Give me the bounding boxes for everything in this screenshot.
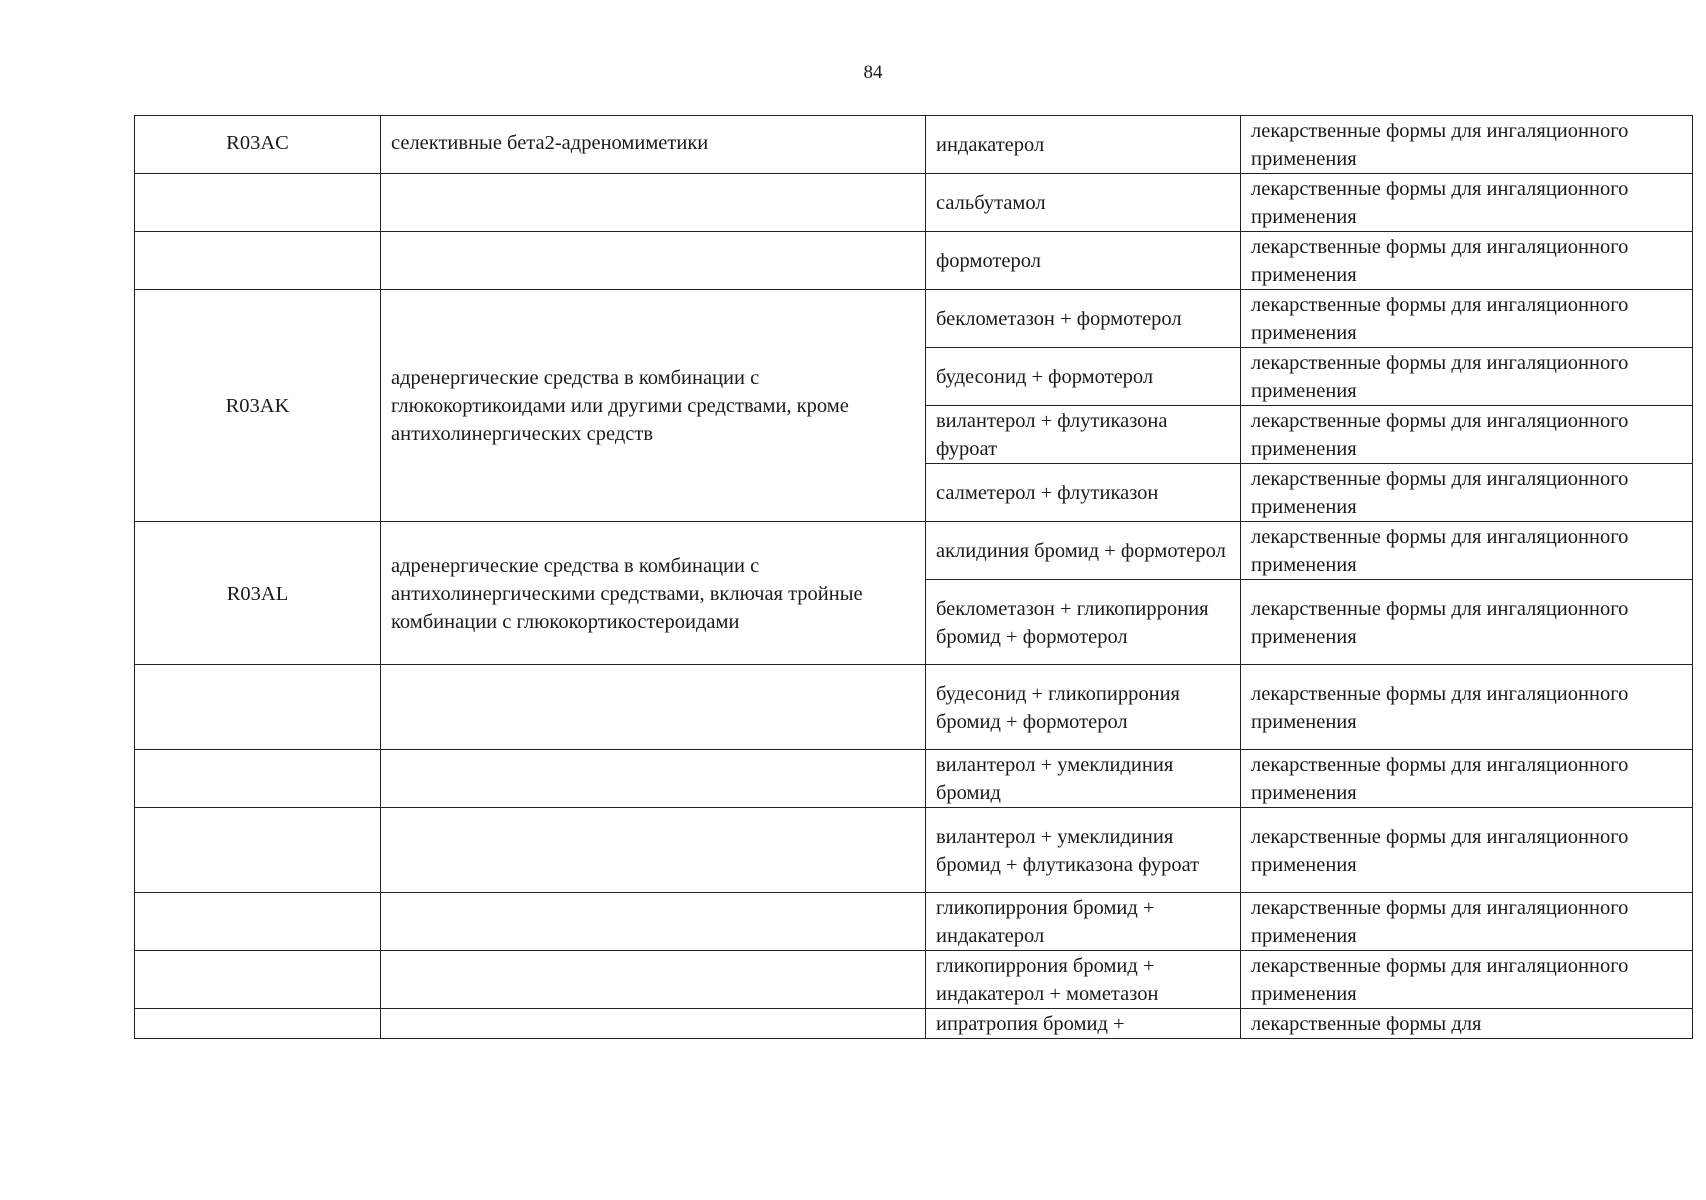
dosage-form: лекарственные формы для ингаляционного применения <box>1241 750 1693 808</box>
table-row <box>135 750 1693 808</box>
drug-name: будесонид + формотерол <box>926 348 1241 406</box>
table-row <box>135 893 1693 951</box>
atc-code <box>135 808 381 893</box>
group-name <box>381 951 926 1009</box>
drug-name: формотерол <box>926 232 1241 290</box>
dosage-form: лекарственные формы для ингаляционного применения <box>1241 522 1693 580</box>
drug-name: гликопиррония бромид + индакатерол <box>926 893 1241 951</box>
dosage-form: лекарственные формы для ингаляционного применения <box>1241 808 1693 893</box>
table-row <box>135 665 1693 750</box>
dosage-form: лекарственные формы для ингаляционного применения <box>1241 232 1693 290</box>
group-name: адренергические средства в комбинации с антихолинергическими средствами, включая тройные комбинации с глюкокортикостероидами <box>381 522 926 665</box>
group-name <box>381 1009 926 1039</box>
group-name <box>381 232 926 290</box>
group-name <box>381 808 926 893</box>
atc-code <box>135 232 381 290</box>
atc-code <box>135 174 381 232</box>
table-row <box>135 808 1693 893</box>
drug-name: аклидиния бромид + формотерол <box>926 522 1241 580</box>
group-name <box>381 665 926 750</box>
drug-name: салметерол + флутиказон <box>926 464 1241 522</box>
table-row <box>135 116 1693 174</box>
table-row <box>135 951 1693 1009</box>
table-row <box>135 174 1693 232</box>
dosage-form: лекарственные формы для ингаляционного применения <box>1241 290 1693 348</box>
table-row <box>135 522 1693 580</box>
atc-code: R03AC <box>135 116 381 174</box>
atc-code <box>135 1009 381 1039</box>
drug-name: вилантерол + флутиказона фуроат <box>926 406 1241 464</box>
drug-name: будесонид + гликопиррония бромид + формотерол <box>926 665 1241 750</box>
table-row <box>135 232 1693 290</box>
group-name: селективные бета2-адреномиметики <box>381 116 926 174</box>
dosage-form: лекарственные формы для ингаляционного применения <box>1241 464 1693 522</box>
drug-name: вилантерол + умеклидиния бромид + флутиказона фуроат <box>926 808 1241 893</box>
table-row <box>135 290 1693 348</box>
page-number: 84 <box>863 62 883 83</box>
drug-name: сальбутамол <box>926 174 1241 232</box>
drug-name: гликопиррония бромид + индакатерол + мометазон <box>926 951 1241 1009</box>
atc-code <box>135 665 381 750</box>
dosage-form: лекарственные формы для ингаляционного применения <box>1241 893 1693 951</box>
group-name <box>381 893 926 951</box>
dosage-form: лекарственные формы для ингаляционного применения <box>1241 951 1693 1009</box>
atc-code <box>135 951 381 1009</box>
drug-name: беклометазон + гликопиррония бромид + формотерол <box>926 580 1241 665</box>
drug-name: беклометазон + формотерол <box>926 290 1241 348</box>
drug-name: индакатерол <box>926 116 1241 174</box>
dosage-form: лекарственные формы для <box>1241 1009 1693 1039</box>
dosage-form: лекарственные формы для ингаляционного применения <box>1241 406 1693 464</box>
dosage-form: лекарственные формы для ингаляционного применения <box>1241 174 1693 232</box>
table-row <box>135 1009 1693 1039</box>
group-name <box>381 174 926 232</box>
dosage-form: лекарственные формы для ингаляционного применения <box>1241 580 1693 665</box>
atc-code: R03AL <box>135 522 381 665</box>
atc-drug-table <box>134 115 1693 1039</box>
atc-code <box>135 893 381 951</box>
dosage-form: лекарственные формы для ингаляционного применения <box>1241 665 1693 750</box>
group-name: адренергические средства в комбинации с глюкокортикоидами или другими средствами, кроме антихолинергических средств <box>381 290 926 522</box>
drug-name: вилантерол + умеклидиния бромид <box>926 750 1241 808</box>
drug-name: ипратропия бромид + <box>926 1009 1241 1039</box>
dosage-form: лекарственные формы для ингаляционного применения <box>1241 348 1693 406</box>
group-name <box>381 750 926 808</box>
atc-code: R03AK <box>135 290 381 522</box>
dosage-form: лекарственные формы для ингаляционного применения <box>1241 116 1693 174</box>
atc-code <box>135 750 381 808</box>
